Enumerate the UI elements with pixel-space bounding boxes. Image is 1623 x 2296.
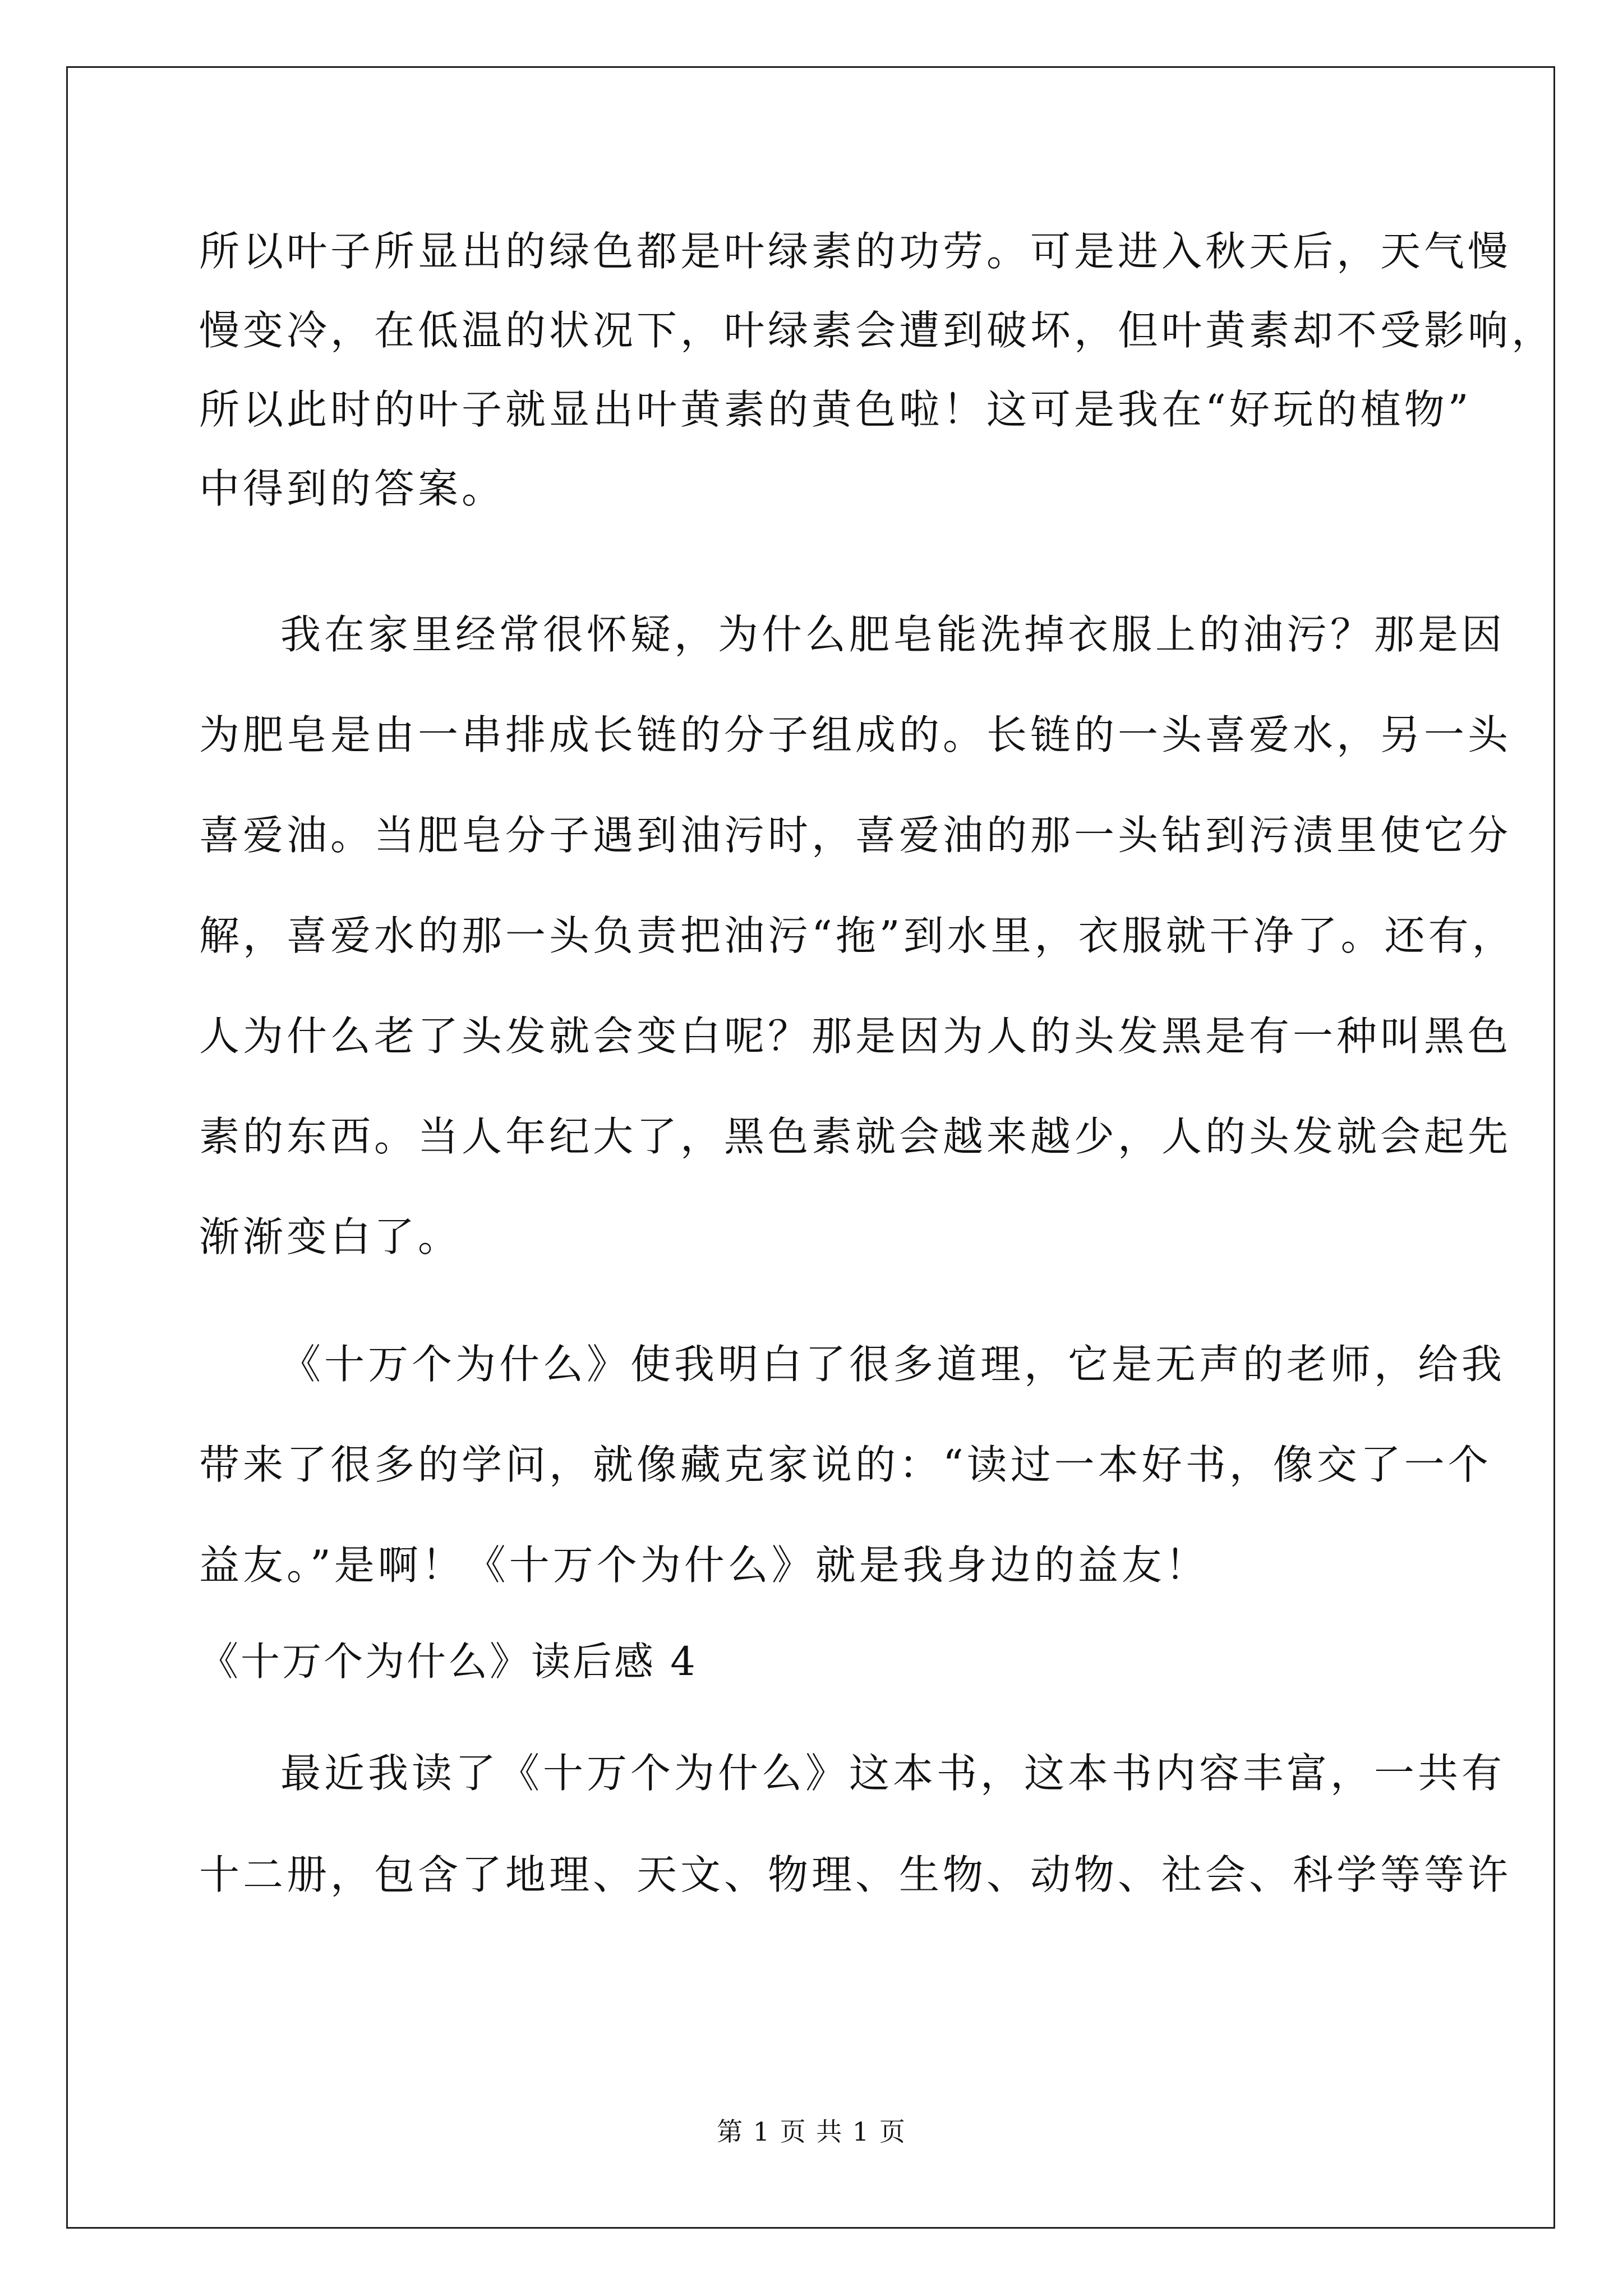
paragraph-4-line-2: 十二册，包含了地理、天文、物理、生物、动物、社会、科学等等许	[199, 1851, 1512, 1898]
paragraph-3-line-1: 《十万个为什么》使我明白了很多道理，它是无声的老师，给我	[280, 1341, 1506, 1388]
paragraph-1-line-4: 中得到的答案。	[199, 465, 506, 512]
paragraph-2-line-4: 解，喜爱水的那一头负责把油污“拖”到水里，衣服就干净了。还有，	[199, 912, 1516, 959]
paragraph-1-line-3: 所以此时的叶子就显出叶黄素的黄色啦！这可是我在“好玩的植物”	[199, 386, 1472, 433]
paragraph-2-line-3: 喜爱油。当肥皂分子遇到油污时，喜爱油的那一头钻到污渍里使它分	[199, 812, 1512, 859]
paragraph-2-line-7: 渐渐变白了。	[199, 1213, 462, 1260]
paragraph-3-line-2: 带来了很多的学问，就像藏克家说的：“读过一本好书，像交了一个	[199, 1441, 1492, 1488]
paragraph-2-line-6: 素的东西。当人年纪大了，黑色素就会越来越少，人的头发就会起先	[199, 1113, 1512, 1160]
paragraph-2-line-1: 我在家里经常很怀疑，为什么肥皂能洗掉衣服上的油污？那是因	[280, 611, 1506, 658]
page-footer: 第 1 页 共 1 页	[717, 2116, 906, 2147]
paragraph-1-line-2: 慢变冷，在低温的状况下，叶绿素会遭到破坏，但叶黄素却不受影响，	[199, 307, 1556, 354]
section-heading: 《十万个为什么》读后感 4	[199, 1639, 698, 1685]
paragraph-1-line-1: 所以叶子所显出的绿色都是叶绿素的功劳。可是进入秋天后，天气慢	[199, 228, 1512, 275]
paragraph-2-line-5: 人为什么老了头发就会变白呢？那是因为人的头发黑是有一种叫黑色	[199, 1013, 1512, 1060]
paragraph-3-line-3: 益友。”是啊！《十万个为什么》就是我身边的益友！	[199, 1542, 1209, 1589]
paragraph-4-line-1: 最近我读了《十万个为什么》这本书，这本书内容丰富，一共有	[280, 1750, 1506, 1797]
paragraph-2-line-2: 为肥皂是由一串排成长链的分子组成的。长链的一头喜爱水，另一头	[199, 711, 1512, 758]
